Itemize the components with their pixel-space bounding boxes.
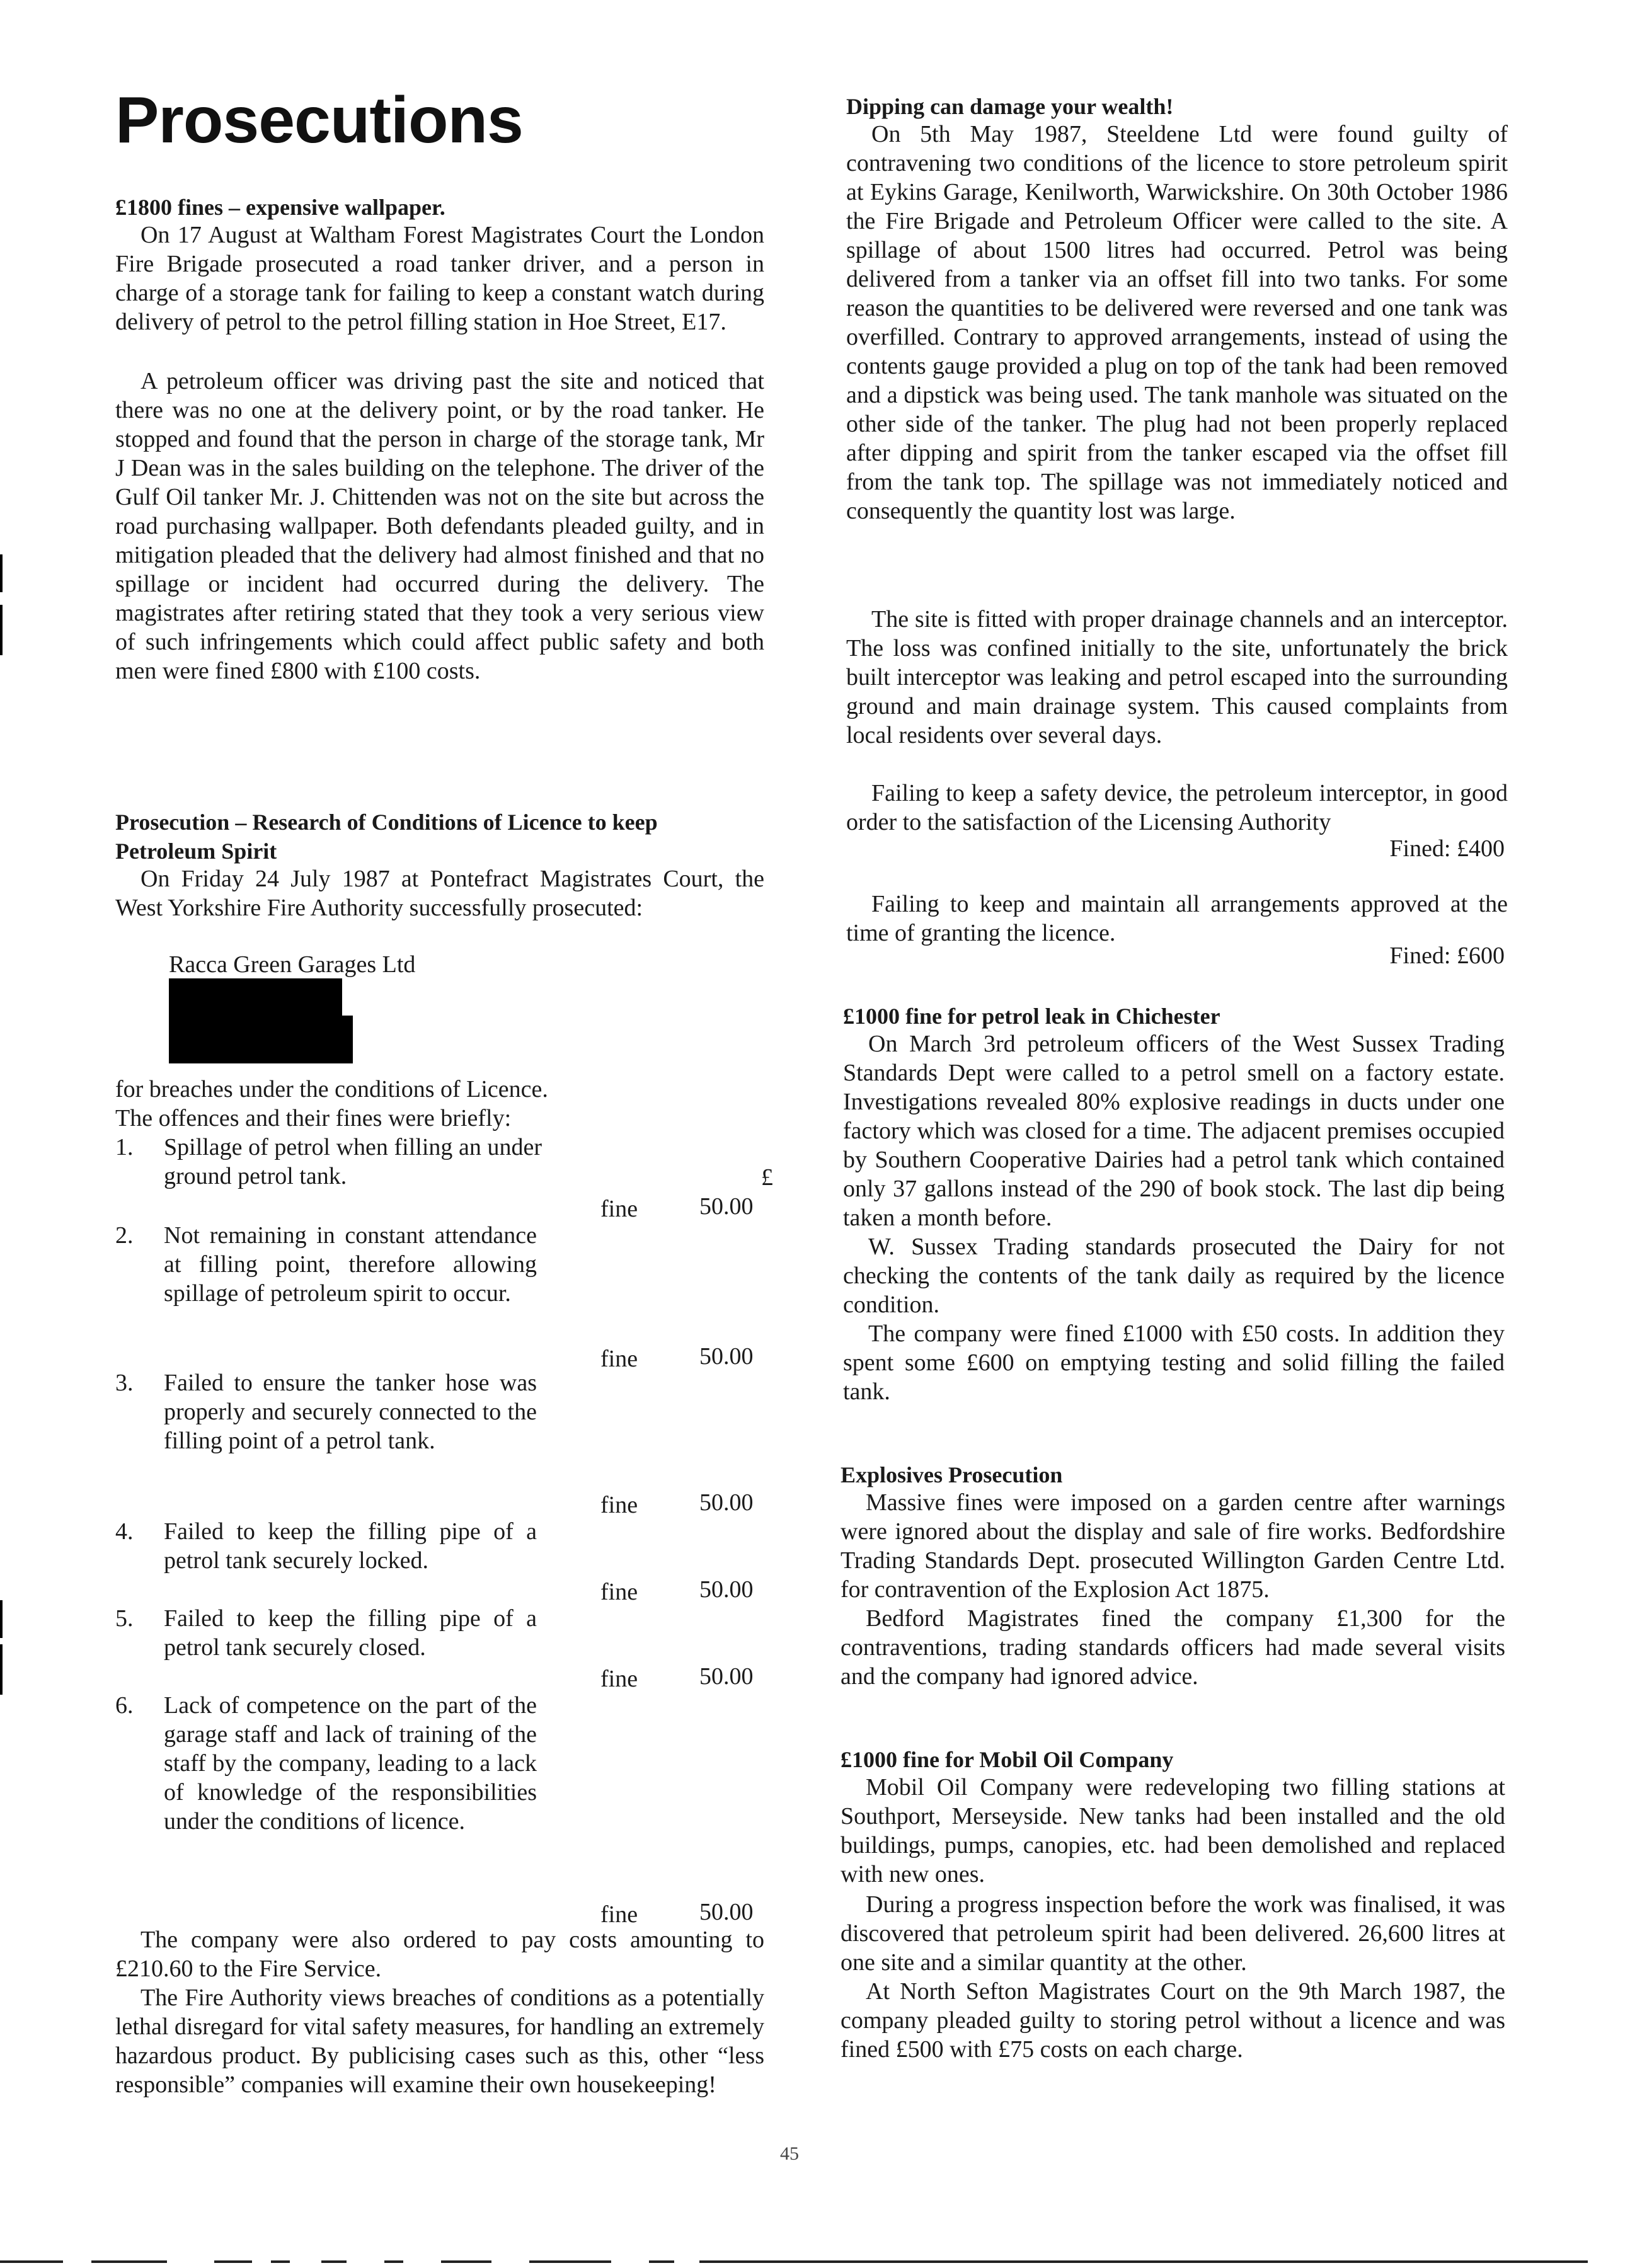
fine-amount: 50.00 xyxy=(699,1576,754,1603)
fine-label: fine xyxy=(600,1666,638,1692)
article-paragraph: A petroleum officer was driving past the site and noticed that there was no one at the delivery point, or by the road tanker. He stopped and found that the person in charge of the storage tank, Mr J Dean was in the sales building on the telephone. The driver of the Gulf Oil tanker Mr. J. Chittenden was not on the site but across the road purchasing wallpaper. Both defendants pleaded guilty, and in mitigation pleaded that the delivery had almost finished and that no spillage or incident had occurred during the delivery. The magistrates after retiring stated that they took a very serious view of such infringements which could affect public safety and both men were fined £800 with £100 costs. xyxy=(115,368,764,684)
defendant-company: Racca Green Garages Ltd xyxy=(169,951,416,978)
article-heading-dipping: Dipping can damage your wealth! xyxy=(846,94,1174,119)
article-paragraph: Massive fines were imposed on a garden centre after warnings were ignored about the display and sale of fire works. Bedfordshire Trading Standards Dept. prosecuted Willington Garden Centre Ltd. for contravention of the Explosion Act 1875. xyxy=(841,1489,1505,1603)
bottom-rule xyxy=(699,2260,1588,2263)
article-paragraph: Failing to keep a safety device, the petroleum interceptor, in good order to the satisfaction of the Licensing Authority xyxy=(846,780,1508,835)
article-paragraph: Mobil Oil Company were redeveloping two filling stations at Southport, Merseyside. New tanks had been installed and the old buildings, pumps, canopies, etc. had been demolished and replaced with new ones. xyxy=(841,1774,1505,1887)
page-title: Prosecutions xyxy=(115,84,523,157)
article-paragraph: The company were fined £1000 with £50 costs. In addition they spent some £600 on emptying testing and solid filling the failed tank. xyxy=(843,1320,1505,1405)
fine-label: fine xyxy=(600,1492,638,1518)
offence-text: Failed to ensure the tanker hose was properly and securely connected to the filling point of a petrol tank. xyxy=(164,1370,537,1454)
scan-margin-mark xyxy=(0,1600,3,1638)
offence-number: 6. xyxy=(115,1692,134,1719)
offence-text: Failed to keep the filling pipe of a petrol tank securely closed. xyxy=(164,1605,537,1661)
article-paragraph: Failing to keep and maintain all arrangements approved at the time of granting the licence. xyxy=(846,891,1508,946)
currency-symbol: £ xyxy=(761,1164,773,1191)
scan-margin-mark xyxy=(0,605,3,655)
article-paragraph: The offences and their fines were briefly: xyxy=(115,1105,512,1131)
offence-text: Not remaining in constant attendance at filling point, therefore allowing spillage of petroleum spirit to occur. xyxy=(164,1222,537,1307)
heading-line: Prosecution – Research of Conditions of Licence to keep xyxy=(115,810,658,835)
fine-label: fine xyxy=(600,1346,638,1372)
article-paragraph: On 5th May 1987, Steeldene Ltd were found guilty of contravening two conditions of the licence to store petroleum spirit at Eykins Garage, Kenilworth, Warwickshire. On 30th October 1986 the Fire Brigade and Petroleum Officer were called to the site. A spillage of about 1500 litres had occurred. Petrol was being delivered from a tanker via an offset fill into two tanks. For some reason the quantities to be delivered were reversed and one tank was overfilled. Contrary to approved arrangements, instead of using the contents gauge provided a plug on top of the tank had been removed and a dipstick was being used. The tank manhole was situated on the other side of the tanker. The plug had not been properly replaced after dipping and spirit from the tanker escaped via the offset fill from the tank top. The spillage was not immediately noticed and consequently the quantity lost was large. xyxy=(846,121,1508,524)
article-paragraph: On March 3rd petroleum officers of the West Sussex Trading Standards Dept were called to a petrol smell on a factory estate. Investigations revealed 80% explosive readings in ducts under one factory which was closed for a time. The adjacent premises occupied by Southern Cooperative Dairies had a petrol tank which contained only 37 gallons instead of the 290 of book stock. The last dip being taken a month before. xyxy=(843,1031,1505,1231)
fine-label: fine xyxy=(600,1901,638,1928)
bottom-rule xyxy=(384,2260,403,2263)
bottom-rule xyxy=(91,2260,167,2263)
fine-total: Fined: £600 xyxy=(1389,942,1505,969)
bottom-rule xyxy=(271,2260,290,2263)
bottom-rule xyxy=(321,2260,347,2263)
fine-amount: 50.00 xyxy=(699,1899,754,1925)
article-heading-chichester: £1000 fine for petrol leak in Chichester xyxy=(843,1004,1220,1029)
article-paragraph: On Friday 24 July 1987 at Pontefract Magistrates Court, the West Yorkshire Fire Authority successfully prosecuted: xyxy=(115,866,764,921)
offence-number: 1. xyxy=(115,1134,134,1160)
offence-number: 3. xyxy=(115,1370,134,1396)
article-heading-mobil: £1000 fine for Mobil Oil Company xyxy=(841,1747,1174,1772)
article-heading-explosives: Explosives Prosecution xyxy=(841,1462,1063,1487)
fine-amount: 50.00 xyxy=(699,1489,754,1516)
offence-number: 4. xyxy=(115,1518,134,1545)
offence-number: 2. xyxy=(115,1222,134,1249)
scan-margin-mark xyxy=(0,1644,3,1695)
fine-total: Fined: £400 xyxy=(1389,835,1505,862)
article-paragraph: On 17 August at Waltham Forest Magistrates Court the London Fire Brigade prosecuted a road tanker driver, and a person in charge of a storage tank for failing to keep a constant watch during delivery of petrol to the petrol filling station in Hoe Street, E17. xyxy=(115,222,764,335)
scan-margin-mark xyxy=(0,554,3,592)
article-heading-expensive-wallpaper: £1800 fines – expensive wallpaper. xyxy=(115,195,445,220)
offence-text: Failed to keep the filling pipe of a petrol tank securely locked. xyxy=(164,1518,537,1574)
bottom-rule xyxy=(214,2260,252,2263)
heading-line: Petroleum Spirit xyxy=(115,839,277,864)
article-paragraph: Bedford Magistrates fined the company £1,300 for the contraventions, trading standards officers had made several visits and the company had ignored advice. xyxy=(841,1605,1505,1690)
fine-label: fine xyxy=(600,1579,638,1605)
article-paragraph: During a progress inspection before the work was finalised, it was discovered that petroleum spirit had been delivered. 26,600 litres at one site and a similar quantity at the other. xyxy=(841,1891,1505,1976)
article-paragraph: The Fire Authority views breaches of conditions as a potentially lethal disregard for vital safety measures, for handling an extremely hazardous product. By publicising cases such as this, other “less responsible” companies will examine their own housekeeping! xyxy=(115,1984,764,2098)
article-heading-licence-research xyxy=(115,808,764,866)
article-paragraph: for breaches under the conditions of Licence. xyxy=(115,1076,548,1102)
fine-amount: 50.00 xyxy=(699,1193,754,1220)
article-paragraph: The company were also ordered to pay costs amounting to £210.60 to the Fire Service. xyxy=(115,1927,764,1982)
bottom-rule xyxy=(441,2260,491,2263)
bottom-rule xyxy=(529,2260,611,2263)
bottom-rule xyxy=(649,2260,674,2263)
page-number: 45 xyxy=(780,2143,799,2164)
bottom-rule xyxy=(0,2260,63,2263)
offence-text: Spillage of petrol when filling an under ground petrol tank. xyxy=(164,1134,542,1189)
article-paragraph: The site is fitted with proper drainage channels and an interceptor. The loss was confined initially to the site, unfortunately the brick built interceptor was leaking and petrol escaped into the surrounding ground and main drainage system. This caused complaints from local residents over several days. xyxy=(846,606,1508,748)
fine-amount: 50.00 xyxy=(699,1663,754,1690)
article-paragraph: At North Sefton Magistrates Court on the 9th March 1987, the company pleaded guilty to storing petrol without a licence and was fined £500 with £75 costs on each charge. xyxy=(841,1978,1505,2063)
article-paragraph: W. Sussex Trading standards prosecuted the Dairy for not checking the contents of the tank daily as required by the licence condition. xyxy=(843,1234,1505,1318)
fine-amount: 50.00 xyxy=(699,1343,754,1370)
offence-text: Lack of competence on the part of the garage staff and lack of training of the staff by the company, leading to a lack of knowledge of the responsibilities under the conditions of licence. xyxy=(164,1692,537,1835)
redaction-block xyxy=(169,1016,353,1063)
offence-number: 5. xyxy=(115,1605,134,1632)
fine-label: fine xyxy=(600,1196,638,1222)
